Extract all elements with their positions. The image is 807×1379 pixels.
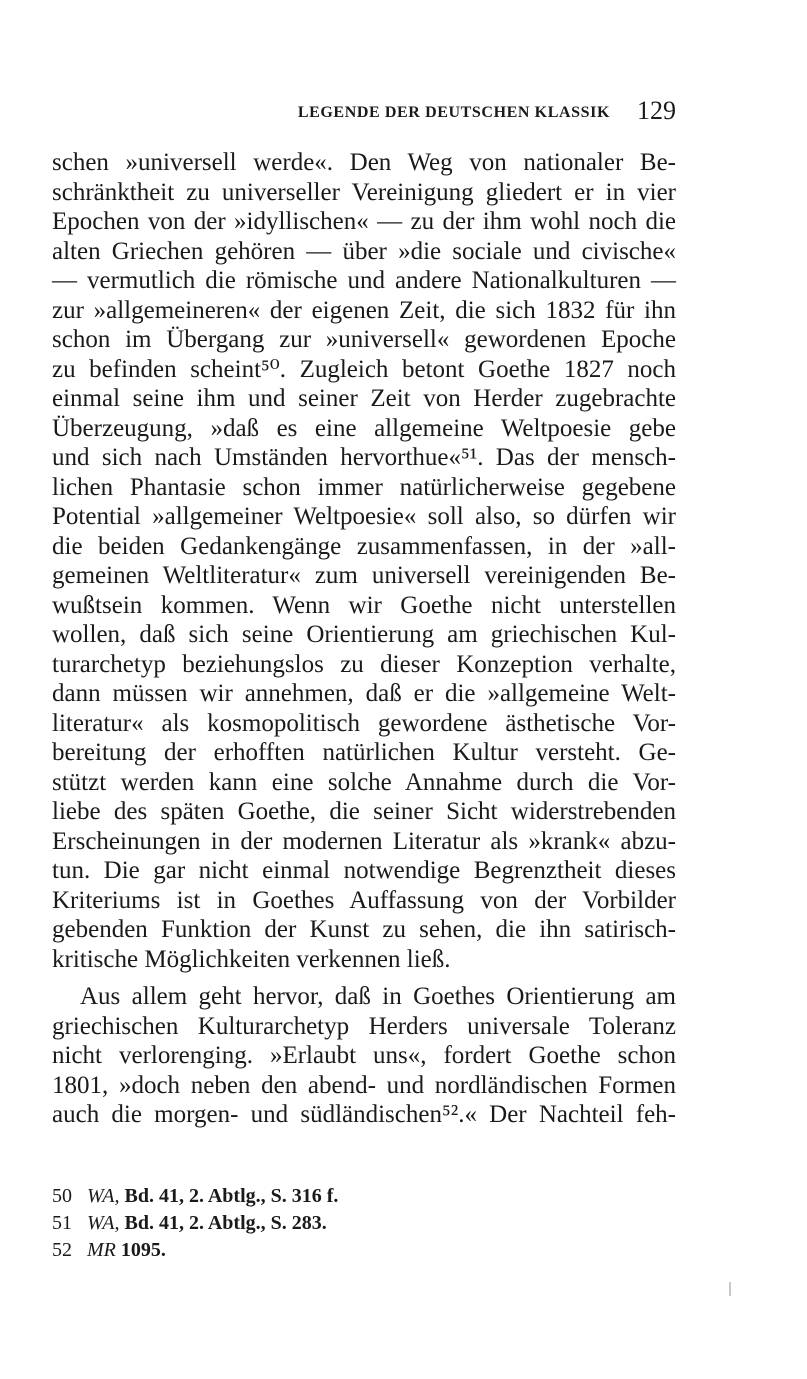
text-line: und sich nach Umständen hervorthue«⁵¹. Das der mensch- [52,444,676,471]
text-line: die beiden Gedankengänge zusammenfassen, in der »all- [52,532,676,560]
footnotes [52,1183,676,1264]
text-line: zur »allgemeineren« der eigenen Zeit, die sich 1832 für ihn [52,296,676,324]
text-line: 1801, »doch neben den abend- und nordländischen Formen [52,1071,676,1099]
text-line: alten Griechen gehören — über »die sociale und civische« [52,237,676,265]
footnote-52 [52,1237,676,1264]
text-line: turarchetyp beziehungslos zu dieser Konzeption verhalte, [52,650,676,678]
text-line: bereitung der erhofften natürlichen Kultur versteht. Ge- [52,739,676,766]
paragraph-1 [52,148,676,974]
footnote-source: MR [87,1239,116,1261]
page-number: 129 [637,96,676,125]
text-line: auch die morgen- und südländischen⁵².« Der Nachteil feh- [52,1101,676,1128]
text-line: griechischen Kulturarchetyp Herders universale Toleranz [52,1012,676,1040]
text-line: schon im Übergang zur »universell« gewordenen Epoche [52,326,676,353]
running-head: LEGENDE DER DEUTSCHEN KLASSIK [297,104,610,121]
text-line: wußtsein kommen. Wenn wir Goethe nicht unterstellen [52,591,676,619]
page-header [52,96,676,130]
text-line: Erscheinungen in der modernen Literatur als »krank« abzu- [52,827,676,855]
footnote-reference: Bd. 41, 2. Abtlg., S. 316 f. [124,1185,339,1207]
footnote-source: WA, [87,1212,120,1234]
text-line: gebenden Funktion der Kunst zu sehen, die ihn satirisch- [52,916,676,943]
paragraph-2 [52,982,676,1130]
text-line: — vermutlich die römische und andere Nationalkulturen — [52,267,676,294]
footnote-number: 51 [52,1212,72,1234]
footnote-reference: Bd. 41, 2. Abtlg., S. 283. [124,1212,327,1234]
body-text [52,148,676,1130]
text-line: gemeinen Weltliteratur« zum universell vereinigenden Be- [52,562,676,589]
scan-mark [729,1282,731,1296]
text-line: kritische Möglichkeiten verkennen ließ. [52,945,451,973]
text-line: Überzeugung, »daß es eine allgemeine Weltpoesie gebe [52,414,676,442]
text-line: Kriteriums ist in Goethes Auffassung von der Vorbilder [52,886,676,914]
text-line: schränktheit zu universeller Vereinigung gliedert er in vier [52,178,676,206]
footnote-51 [52,1210,676,1237]
text-line: nicht verlorenging. »Erlaubt uns«, fordert Goethe schon [52,1042,676,1069]
footnote-50 [52,1183,676,1210]
text-line: wollen, daß sich seine Orientierung am griechischen Kul- [52,621,676,648]
footnote-source: WA, [87,1185,120,1207]
text-line: zu befinden scheint⁵⁰. Zugleich betont Goethe 1827 noch [52,355,676,383]
text-line: dann müssen wir annehmen, daß er die »allgemeine Welt- [52,680,676,707]
text-line: Aus allem geht hervor, daß in Goethes Orientierung am [80,983,676,1010]
footnote-reference: 1095. [120,1239,166,1261]
text-line: lichen Phantasie schon immer natürlicherweise gegebene [52,473,676,501]
text-line: Epochen von der »idyllischen« — zu der ihm wohl noch die [52,208,676,235]
text-line: Potential »allgemeiner Weltpoesie« soll also, so dürfen wir [52,503,676,530]
text-line: schen »universell werde«. Den Weg von nationaler Be- [52,149,676,176]
footnote-number: 50 [52,1185,72,1207]
text-line: tun. Die gar nicht einmal notwendige Begrenztheit dieses [52,857,676,884]
text-line: literatur« als kosmopolitisch gewordene ästhetische Vor- [52,709,676,737]
text-line: liebe des späten Goethe, die seiner Sicht widerstrebenden [52,798,676,825]
text-line: stützt werden kann eine solche Annahme durch die Vor- [52,768,676,796]
footnote-number: 52 [52,1239,72,1261]
text-line: einmal seine ihm und seiner Zeit von Herder zugebrachte [52,385,676,412]
